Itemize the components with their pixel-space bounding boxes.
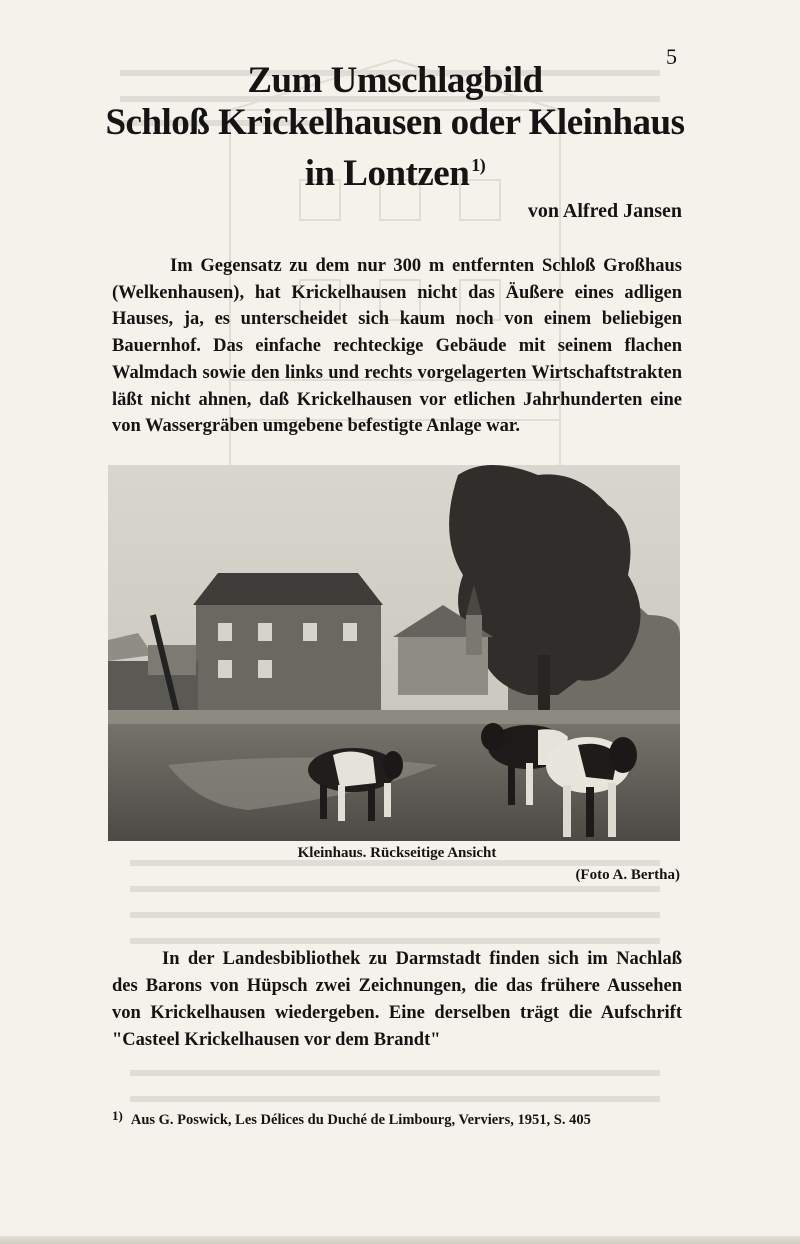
page-edge [0,1236,800,1244]
article-title [100,60,690,195]
paragraph-1: Im Gegensatz zu dem nur 300 m entfernten Schloß Großhaus (Welkenhausen), hat Krickelhausen nicht das Äußere eines adligen Hauses, ja, es unterscheidet sich kaum noch von einem beliebigen Bauernhof. Das einfache rechteckige Gebäude mit seinem flachen Walmdach sowie den links und rechts vorgelagerten Wirtschaftstrakten läßt nicht ahnen, daß Krickelhausen vor etlichen Jahrhunderten eine von Wassergräben umgebene befestigte Anlage war. [112,256,682,437]
photo-kleinhaus [108,465,680,841]
title-line-1: Zum Umschlagbild [247,60,543,101]
paragraph-2: In der Landesbibliothek zu Darmstadt finden sich im Nachlaß des Barons von Hüpsch zwei Zeichnungen, die das frühere Aussehen von Krickelhausen wiedergeben. Eine derselben trägt die Aufschrift "Casteel Krickelhausen vor dem Brandt" [112,949,682,1050]
page-number: 5 [666,44,677,69]
footnote-text: Aus G. Poswick, Les Délices du Duché de Limbourg, Verviers, 1951, S. 405 [130,1112,591,1128]
footnote [112,1108,692,1129]
photo-illustration [108,465,680,841]
title-line-3-text: in Lontzen [304,153,470,194]
title-line-2: Schloß Krickelhausen oder Kleinhaus [105,102,685,143]
author-byline: von Alfred Jansen [527,200,682,222]
title-footnote-ref: 1) [471,155,486,175]
figure-caption: Kleinhaus. Rückseitige Ansicht [297,845,497,861]
title-line-3 [100,144,690,195]
photo-credit: (Foto A. Bertha) [575,867,680,883]
footnote-marker: 1) [112,1108,123,1123]
